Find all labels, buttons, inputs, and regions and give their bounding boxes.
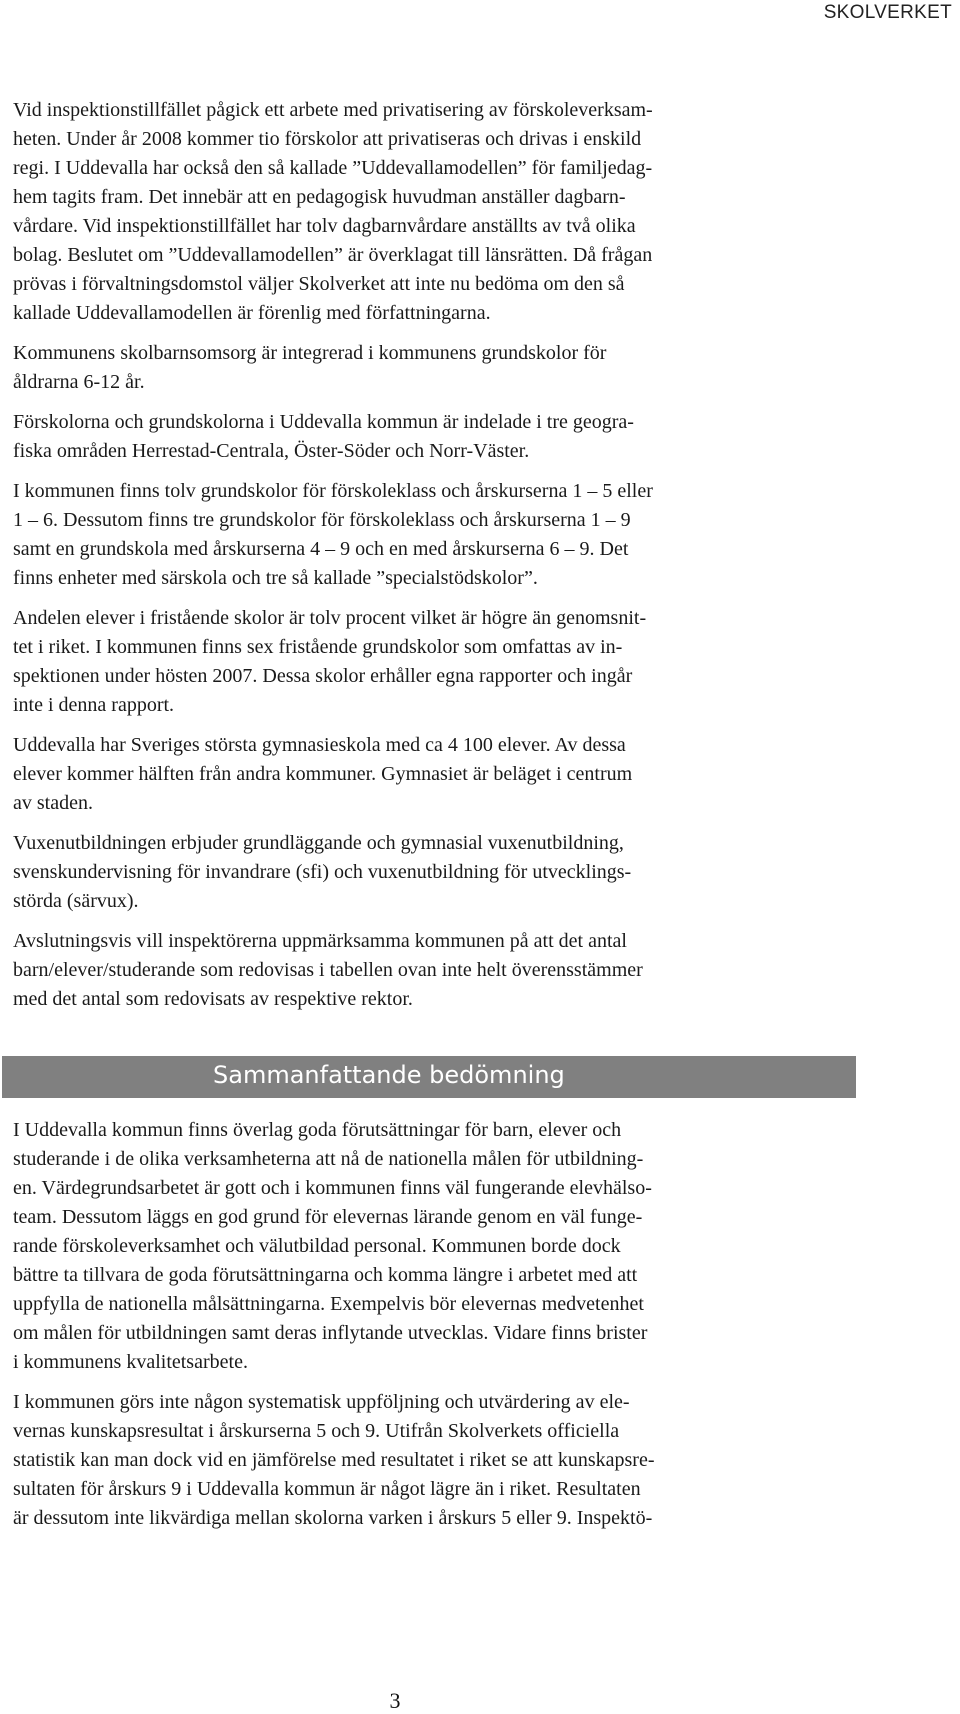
paragraph-sammanfattning: I Uddevalla kommun finns överlag goda förutsättningar för barn, elever och studerande i de olika verksamheterna att nå de nationella målen för utbildning- en. Värdegrundsarbetet är gott och i kommunen finns väl fungerande elevhälso- team. Dessutom läggs en god grund för elevernas lärande genom en väl funge- rande förskoleverksamhet och välutbildad personal. Kommunen borde dock bättre ta tillvara de goda förutsättningarna och komma längre i arbetet med att uppfylla de nationella målsättningarna. Exempelvis bör elevernas medvetenhet om målen för utbildningen samt deras inflytande utvecklas. Vidare finns brister i kommunens kvalitetsarbete. bbox=[13, 1119, 652, 1373]
document-body bbox=[13, 96, 845, 1544]
paragraph-uppfoljning: I kommunen görs inte någon systematisk uppföljning och utvärdering av ele- vernas kunskapsresultat i årskurserna 5 och 9. Utifrån Skolverkets officiella statistik kan man dock vid en jämförelse med resultatet i riket se att kunskapsre- sultaten för årskurs 9 i Uddevalla kommun är något lägre än i riket. Resultaten är dessutom inte likvärdiga mellan skolorna varken i årskurs 5 eller 9. Inspektö- bbox=[13, 1391, 655, 1529]
paragraph-gymnasieskola: Uddevalla har Sveriges största gymnasieskola med ca 4 100 elever. Av dessa elever kommer hälften från andra kommuner. Gymnasiet är beläget i centrum av staden. bbox=[13, 734, 633, 814]
page-number: 3 bbox=[389, 1688, 401, 1713]
paragraph-fristaende-skolor: Andelen elever i fristående skolor är tolv procent vilket är högre än genomsnit- tet i riket. I kommunen finns sex fristående grundskolor som omfattas av in- spektionen under hösten 2007. Dessa skolor erhåller egna rapporter och ingår inte i denna rapport. bbox=[13, 607, 647, 716]
paragraph-geografiska-omraden: Förskolorna och grundskolorna i Uddevalla kommun är indelade i tre geogra- fiska områden Herrestad-Centrala, Öster-Söder och Norr-Väster. bbox=[13, 411, 634, 462]
paragraph-privatisering: Vid inspektionstillfället pågick ett arbete med privatisering av förskoleverksam- heten. Under år 2008 kommer tio förskolor att privatiseras och drivas i enskild regi. I Uddevalla har också den så kallade ”Uddevallamodellen” för familjedag- hem tagits fram. Det innebär att en pedagogisk huvudman anställer dagbarn- vårdare. Vid inspektionstillfället har tolv dagbarnvårdare anställts av två olika bolag. Beslutet om ”Uddevallamodellen” är överklagat till länsrätten. Då frågan prövas i förvaltningsdomstol väljer Skolverket att inte nu bedöma om den så kallade Uddevallamodellen är förenlig med författningarna. bbox=[13, 99, 653, 324]
paragraph-grundskolor: I kommunen finns tolv grundskolor för förskoleklass och årskurserna 1 – 5 eller 1 – 6. Dessutom finns tre grundskolor för förskoleklass och årskurserna 1 – 9 samt en grundskola med årskurserna 4 – 9 och en med årskurserna 6 – 9. Det finns enheter med särskola och tre så kallade ”specialstödskolor”. bbox=[13, 480, 653, 589]
paragraph-avslutningsvis: Avslutningsvis vill inspektörerna uppmärksamma kommunen på att det antal barn/elever/studerande som redovisas i tabellen ovan inte helt överensstämmer med det antal som redovisats av respektive rektor. bbox=[13, 930, 643, 1010]
section-heading-bar bbox=[2, 1056, 856, 1098]
header-brand: SKOLVERKET bbox=[823, 2, 952, 23]
paragraph-vuxenutbildning: Vuxenutbildningen erbjuder grundläggande och gymnasial vuxenutbildning, svenskundervisning för invandrare (sfi) och vuxenutbildning för utvecklings- störda (särvux). bbox=[13, 832, 632, 912]
section-title: Sammanfattande bedömning bbox=[213, 1061, 565, 1089]
paragraph-skolbarnsomsorg: Kommunens skolbarnsomsorg är integrerad i kommunens grundskolor för åldrarna 6-12 år. bbox=[13, 342, 607, 393]
